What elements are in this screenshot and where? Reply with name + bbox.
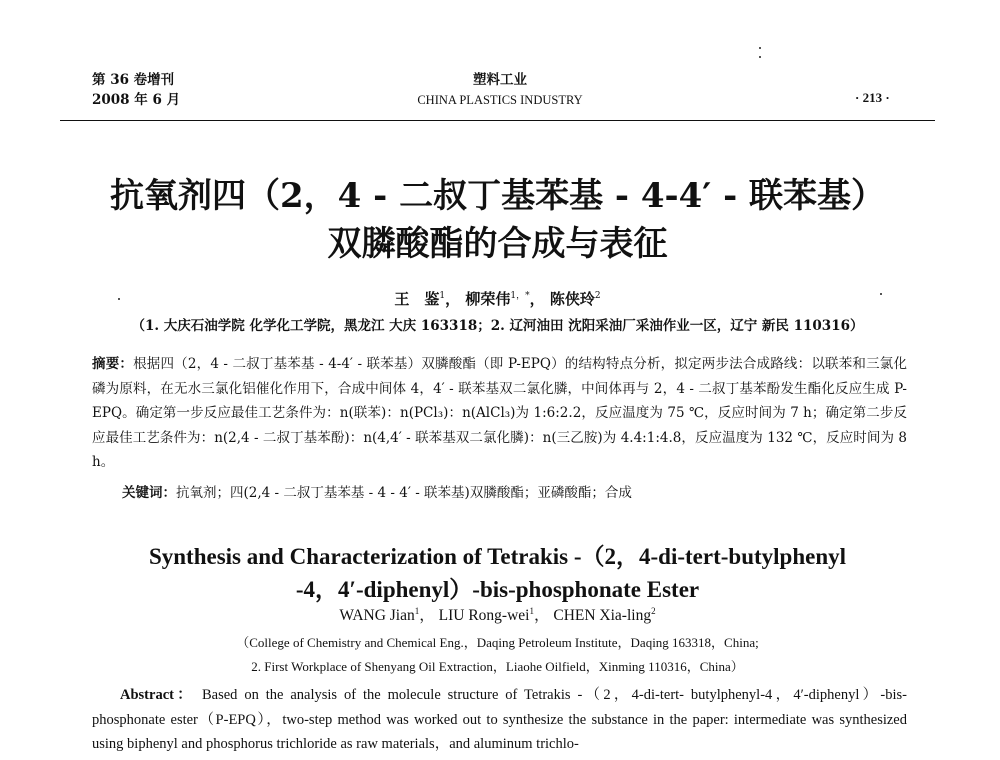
- cn-title-line-2: 双膦酸酯的合成与表征: [327, 224, 668, 264]
- cn-keywords-label: 关键词：: [122, 485, 176, 501]
- en-abstract-text: Based on the analysis of the molecule structure of Tetrakis -（2，4-di-tert- butylphenyl-4，4′-diphenyl）-bis-phosphonate ester（P-EPQ），two-step method was worked out to synthesize the substance in the paper: intermediate was synthesized using biphenyl and phosphorus trichloride as raw materials，and aluminum trichlo-: [92, 687, 907, 752]
- scan-speck: [759, 56, 761, 58]
- cn-author-2-affil: 1，*: [510, 291, 530, 301]
- cn-abstract-label: 摘要：: [92, 356, 134, 372]
- en-author-1: WANG Jian: [339, 607, 415, 624]
- running-header-left: [92, 70, 180, 110]
- volume-label: 第 36 卷增刊: [92, 72, 175, 88]
- en-author-2-affil: 1: [529, 605, 534, 616]
- en-abstract-label: Abstract：: [120, 687, 196, 703]
- cn-abstract-text: 根据四（2，4 - 二叔丁基苯基 - 4-4′ - 联苯基）双膦酸酯（即 P-EPQ）的结构特点分析，拟定两步法合成路线：以联苯和三氯化磷为原料，在无水三氯化铝催化作用下，合成中间体 4，4′ - 联苯基双二氯化膦，中间体再与 2，4 - 二叔丁基苯酚发生酯化反应生成 P-EPQ。确定第一步反应最佳工艺条件为：n(联苯)：n(PCl₃)：n(AlCl₃)为 1:6:2.2，反应温度为 75 ℃，反应时间为 7 h；确定第二步反应最佳工艺条件为：n(2,4 - 二叔丁基苯酚)：n(4,4′ - 联苯基双二氯化膦)：n(三乙胺)为 4.4:1:4.8，反应温度为 132 ℃，反应时间为 8 h。: [92, 356, 907, 470]
- journal-name-en: CHINA PLASTICS INDUSTRY: [417, 93, 583, 107]
- en-authors: WANG Jian$^1$， LIU Rong-wei$^1$， CHEN Xia-ling$^2$: [339, 605, 656, 624]
- en-affiliation-line-2: 2. First Workplace of Shenyang Oil Extraction，Liaohe Oilfield，Xinming 110316，China）: [251, 659, 744, 674]
- en-author-3: CHEN Xia-ling: [553, 607, 652, 624]
- cn-keywords: [122, 482, 907, 504]
- en-abstract: [92, 683, 907, 757]
- running-header-center: [350, 70, 650, 110]
- en-author-3-affil: 2: [651, 605, 656, 616]
- en-author-1-affil: 1: [414, 605, 420, 616]
- cn-title-line-1: 抗氧剂四（2，4 - 二叔丁基苯基 - 4-4′ - 联苯基）: [109, 176, 886, 216]
- en-author-2: LIU Rong-wei: [438, 607, 530, 624]
- header-rule: [60, 120, 935, 121]
- cn-author-1-affil: 1: [439, 291, 446, 301]
- cn-authors: 王 鉴$^1$， 柳荣伟$^{1,*}$， 陈侠玲$^2$: [394, 290, 601, 308]
- cn-author-2: 柳荣伟: [465, 290, 511, 308]
- en-affiliation-line-1: （College of Chemistry and Chemical Eng.，Daqing Petroleum Institute，Daqing 163318，China;: [236, 635, 759, 650]
- journal-name-cn: 塑料工业: [473, 72, 527, 88]
- en-title-line-2: -4，4′-diphenyl）-bis-phosphonate Ester: [295, 577, 700, 602]
- issue-date: 2008 年 6 月: [92, 92, 181, 108]
- cn-author-1: 王 鉴: [394, 290, 440, 308]
- cn-affiliation: （1. 大庆石油学院 化学化工学院，黑龙江 大庆 163318；2. 辽河油田 沈阳采油厂采油作业一区，辽宁 新民 110316）: [131, 318, 864, 334]
- cn-author-3: 陈侠玲: [549, 290, 595, 308]
- scan-speck: [759, 47, 761, 49]
- page-number: · 213 ·: [855, 90, 890, 105]
- en-title-line-1: Synthesis and Characterization of Tetrakis -（2，4-di-tert-butylphenyl: [148, 544, 847, 569]
- cn-abstract: [92, 352, 907, 475]
- cn-author-3-affil: 2: [594, 291, 601, 301]
- cn-keywords-text: 抗氧剂；四(2,4 - 二叔丁基苯基 - 4 - 4′ - 联苯基)双膦酸酯；亚磷酸酯；合成: [176, 485, 632, 501]
